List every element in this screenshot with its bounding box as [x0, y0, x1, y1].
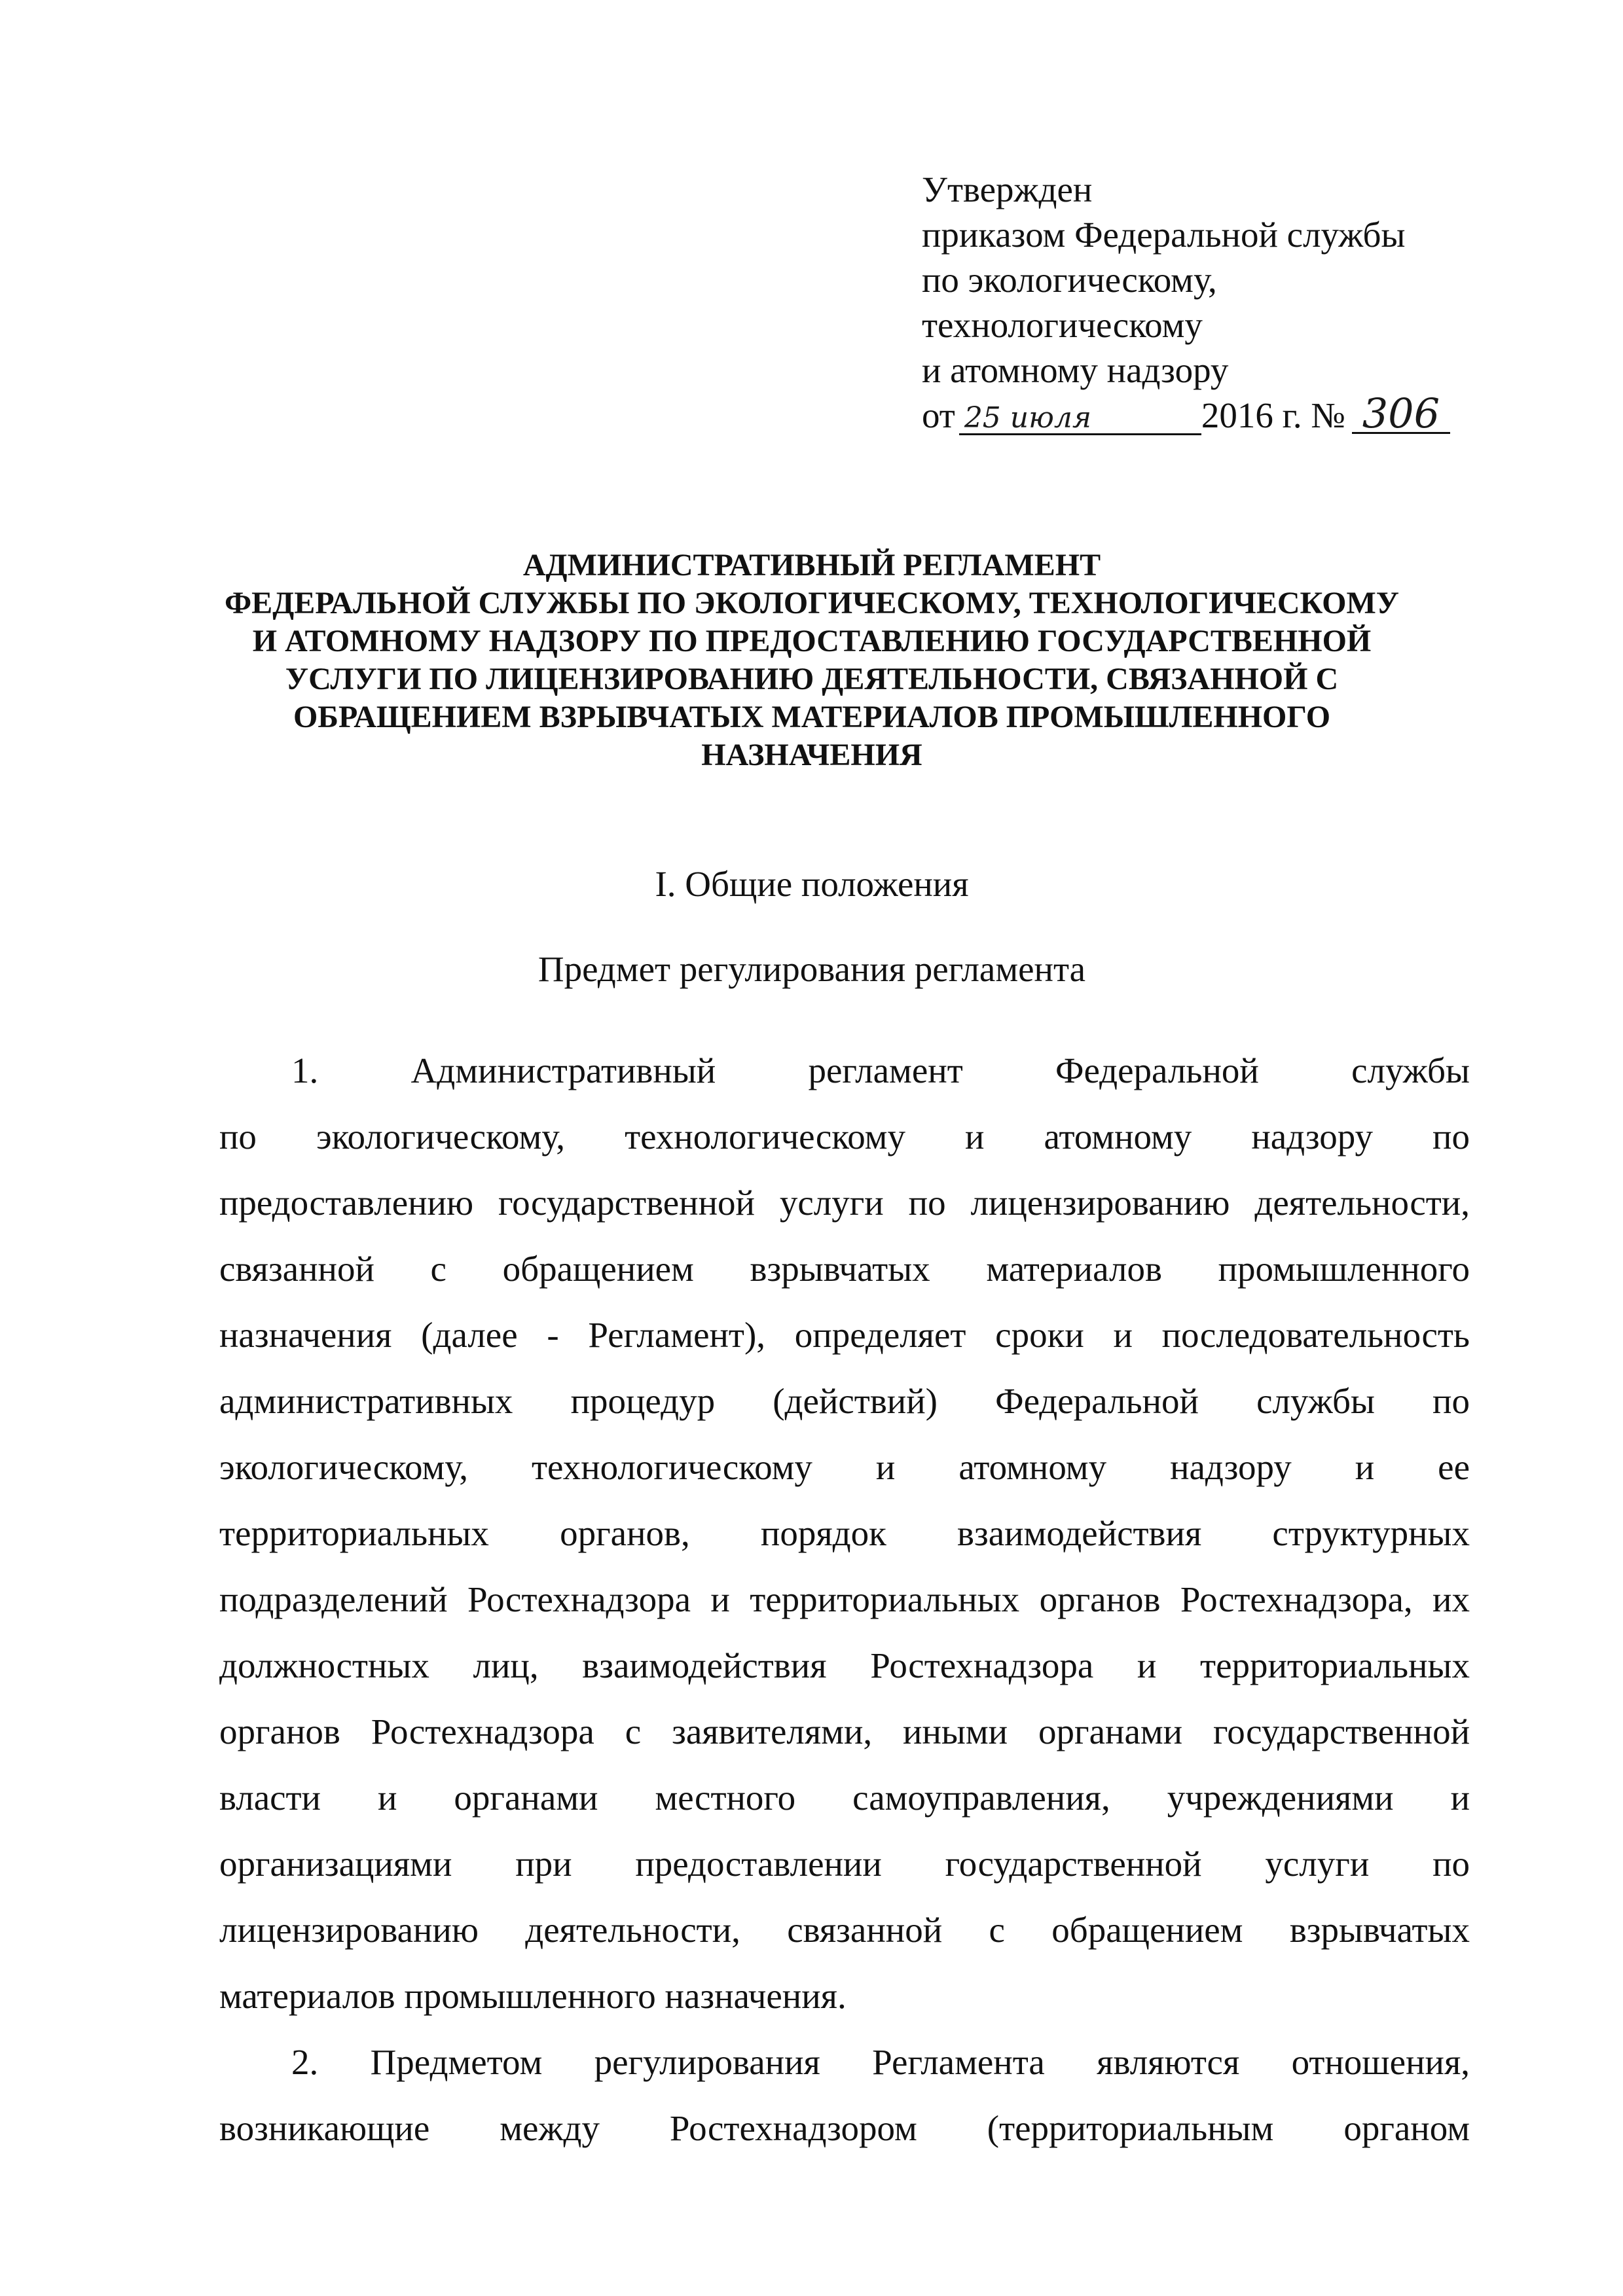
paragraph-line: по экологическому, технологическому и атомному надзору по	[219, 1117, 1470, 1157]
paragraph-line: материалов промышленного назначения.	[219, 1976, 847, 2016]
paragraph-line: должностных лиц, взаимодействия Ростехнадзора и территориальных	[219, 1645, 1470, 1685]
approval-line: приказом Федеральной службы	[922, 215, 1406, 255]
paragraph-line: организациями при предоставлении государственной услуги по	[219, 1844, 1470, 1884]
approval-line: по экологическому,	[922, 260, 1217, 300]
approval-line: технологическому	[922, 305, 1203, 345]
paragraph-line: экологическому, технологическому и атомному надзору и ее	[219, 1447, 1470, 1487]
paragraph-line: органов Ростехнадзора с заявителями, иными органами государственной	[219, 1712, 1470, 1751]
paragraph-line: административных процедур (действий) Федеральной службы по	[219, 1381, 1470, 1421]
section-heading: I. Общие положения	[655, 864, 969, 904]
paragraph-line: 1. Административный регламент Федеральной службы	[291, 1050, 1470, 1090]
handwritten-date: 25 июля	[959, 404, 1201, 435]
title-line: НАЗНАЧЕНИЯ	[701, 738, 922, 772]
year-text: 2016 г. №	[1201, 395, 1345, 435]
approval-date-line	[922, 389, 1450, 437]
title-line: ФЕДЕРАЛЬНОЙ СЛУЖБЫ ПО ЭКОЛОГИЧЕСКОМУ, ТЕХНОЛОГИЧЕСКОМУ	[224, 586, 1400, 620]
paragraph-1	[219, 1037, 1470, 2029]
paragraph-line: лицензированию деятельности, связанной с обращением взрывчатых	[219, 1910, 1470, 1950]
date-prefix: от	[922, 395, 955, 435]
approval-line: и атомному надзору	[922, 350, 1229, 390]
title-line: ОБРАЩЕНИЕМ ВЗРЫВЧАТЫХ МАТЕРИАЛОВ ПРОМЫШЛЕННОГО	[293, 700, 1331, 734]
title-line: АДМИНИСТРАТИВНЫЙ РЕГЛАМЕНТ	[522, 548, 1101, 583]
paragraph-line: назначения (далее - Регламент), определяет сроки и последовательность	[219, 1315, 1470, 1355]
subsection-heading: Предмет регулирования регламента	[538, 949, 1086, 989]
paragraph-line: предоставлению государственной услуги по лицензированию деятельности,	[219, 1183, 1470, 1223]
paragraph-2	[219, 2029, 1470, 2161]
paragraph-line: возникающие между Ростехнадзором (территориальным органом	[219, 2108, 1470, 2148]
body-text	[219, 1037, 1470, 2161]
approval-line: Утвержден	[922, 170, 1093, 209]
approval-block	[922, 167, 1511, 438]
title-line: УСЛУГИ ПО ЛИЦЕНЗИРОВАНИЮ ДЕЯТЕЛЬНОСТИ, СВЯЗАННОЙ С	[285, 662, 1339, 696]
document-title	[196, 547, 1427, 774]
paragraph-line: подразделений Ростехнадзора и территориальных органов Ростехнадзора, их	[219, 1579, 1470, 1619]
paragraph-line: власти и органами местного самоуправления, учреждениями и	[219, 1778, 1470, 1818]
paragraph-line: связанной с обращением взрывчатых материалов промышленного	[219, 1249, 1470, 1289]
handwritten-order-number: 306	[1352, 395, 1450, 434]
title-line: И АТОМНОМУ НАДЗОРУ ПО ПРЕДОСТАВЛЕНИЮ ГОСУДАРСТВЕННОЙ	[252, 624, 1372, 658]
paragraph-line: территориальных органов, порядок взаимодействия структурных	[219, 1513, 1470, 1553]
paragraph-line: 2. Предметом регулирования Регламента являются отношения,	[291, 2042, 1470, 2082]
